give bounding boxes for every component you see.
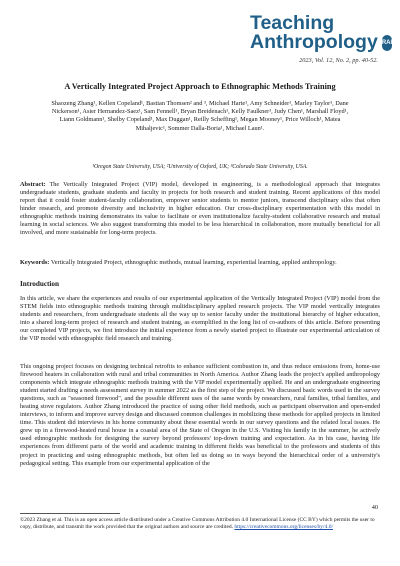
- license-link[interactable]: https://creativecommons.org/licenses/by/4.0/: [234, 523, 333, 530]
- keywords: [20, 259, 380, 267]
- abstract-text: The Vertically Integrated Project (VIP) model, developed in engineering, is a methodological approach that integrates undergraduate students, graduate students and faculty in projects for both research and student training. Recent applications of this model report that it could foster student-faculty collaboration, empower senior students to mentor juniors, transcend disciplinary silos that often hinder research, and promote diversity and inclusivity in higher education. Our cross-disciplinary experimentation with this model in ethnographic methods training demonstrates its value to facilitate or even institutionalize faculty-student collaborative research and mutual learning in social sciences. We also suggest transforming this model to be less hierarchical in collaboration, more mutually beneficial for all involved, and more sustainable for long-term projects.: [20, 181, 380, 237]
- journal-name-line2: Anthropology: [250, 31, 378, 53]
- rai-badge-icon: RAI: [382, 35, 392, 51]
- article-title: A Vertically Integrated Project Approach to Ethnographic Methods Training: [64, 82, 336, 91]
- affiliations: ¹Oregon State University, USA; ²University of Oxford, UK; ³Colorado State University, USA.: [92, 164, 308, 170]
- license-text: ©2023 Zhang et al. This is an open access article distributed under a Creative Commons Attribution 4.0 International License (CC BY) which permits the user to copy, distribute, and transmit the work provided that the original authors and source are credited.: [20, 517, 375, 530]
- abstract: [20, 181, 380, 237]
- license-footer: [20, 517, 380, 531]
- keywords-text: Vertically Integrated Project, ethnographic methods, mutual learning, experiential learning, applied anthropology.: [50, 259, 337, 266]
- journal-logo: [250, 12, 393, 53]
- body-paragraph-1: In this article, we share the experiences and results of our experimental application of the Vertically Integrated Project (VIP) model from the STEM fields into ethnographic methods training through multidisciplinary applied research projects. The VIP model vertically integrates students and researchers, from undergraduate students all the way up to senior faculty under the institutional hierarchy of higher education, into a shared long-term project of research and student training, as exemplified in the long list of co-authors of this article. Before presenting our completed VIP projects, we first introduce the initial experience from a newly started project to illustrate our experimental articulation of the VIP model with ethnographic field research and training.: [20, 295, 380, 343]
- abstract-label: Abstract:: [20, 181, 46, 188]
- author-list: Shaozeng Zhang¹, Kellen Copeland¹, Bastian Thomsen² and ³, Michael Harte¹, Amy Schneider¹, Marley Taylor¹, Dane Nickerson¹, Asier Hernandez-Saez¹, Sam Fennell¹, Bryan Breidenach¹, Kelly Faulkner¹, Judy Chen¹, Marshall Floyd¹, Liann Goldmann¹, Shelby Copeland¹, Max Duggan¹, Reilly Scheffing¹, Megan Mooney¹, Price Willoch¹, Matea Mihaljevic¹, Sommer Dalla-Boria¹, Michael Laun¹.: [51, 100, 349, 132]
- body-paragraph-2: This ongoing project focuses on designing technical retrofits to enhance sufficient combustion in, and thus reduce emissions from, home-use firewood heaters in collaboration with rural and tribal communities in North America. Author Zhang leads the project's applied anthropology components which integrate ethnographic methods training with the VIP model experimentally applied. He and an undergraduate engineering student started drafting a needs assessment survey in summer 2022 as the first step of the project. We discussed basic words used in the survey questions, such as "seasoned firewood", and the possible different uses of the same words by researchers, rural families, tribal families, and heating stove regulators. Author Zhang introduced the practice of using other field methods, such as participant observation and open-ended interviews, to inform and improve survey design and discussed common challenges in mobilizing these methods for applied projects in limited time. This student did interviews in his home community about these essential words in our survey questions and the related local issues. He grew up in a firewood-heated rural house in a coastal area of the State of Oregon in the U.S. Visiting his family in the summer, he actively used ethnographic methods for designing the survey beyond professors' top-down training and expectation. As in his case, having life experiences from different parts of the world and academic training in different fields was beneficial to the professors and students of this project in practicing and using ethnographic methods, but often led us doing so in ways beyond the hierarchical order of a university's pedagogical setting. This example from our experimental application of the: [20, 363, 380, 467]
- footer-divider: [20, 513, 120, 514]
- journal-citation: 2023, Vol. 12, No. 2, pp. 40-52.: [299, 57, 378, 64]
- section-heading: Introduction: [20, 280, 60, 288]
- journal-name: [250, 12, 393, 53]
- journal-name-line1: Teaching: [250, 12, 335, 34]
- keywords-label: Keywords:: [20, 259, 50, 266]
- page-number: 40: [371, 504, 378, 511]
